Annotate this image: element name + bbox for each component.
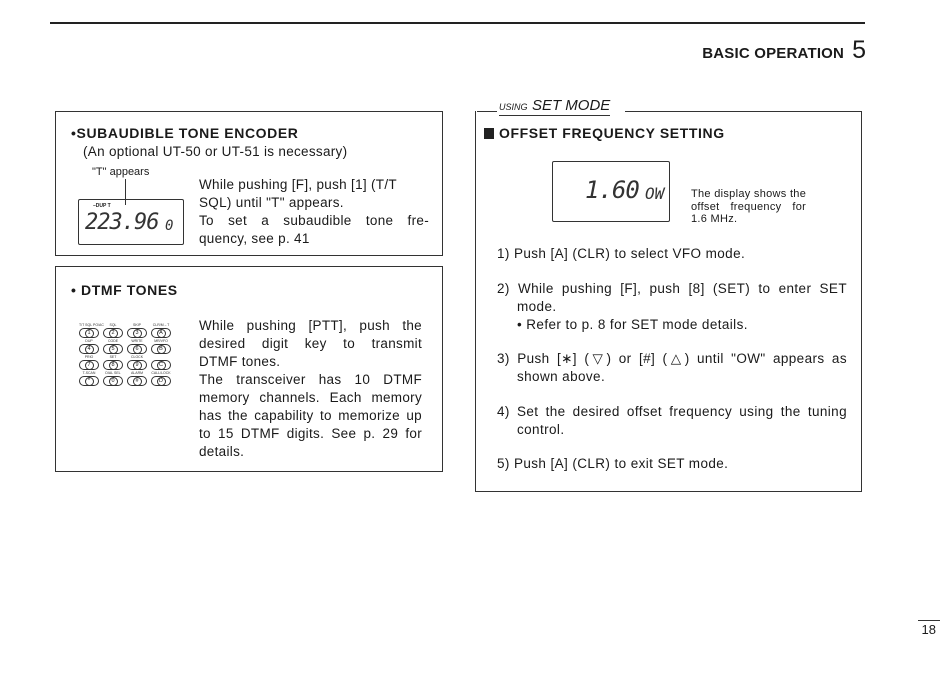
lcd-ow-code: OW	[645, 184, 665, 203]
key-star: *	[79, 376, 99, 386]
key-label: CALL/LOCK	[151, 371, 171, 375]
step-2-note: • Refer to p. 8 for SET mode details.	[517, 317, 748, 332]
page-number-rule	[918, 620, 940, 621]
display-note	[691, 188, 806, 226]
step-3: 3) Push [∗] (▽) or [#] (△) until "OW" appears as	[497, 351, 847, 366]
dtmf-line: to 15 DTMF digits. See p. 29 for	[199, 426, 422, 441]
step-4-cont: control.	[517, 422, 565, 437]
subaudible-lcd	[78, 199, 184, 245]
key-label: T/T SQL PO/AC	[79, 323, 104, 327]
key-6: 6	[127, 344, 147, 354]
dtmf-instructions	[199, 317, 422, 461]
key-5: 5	[103, 344, 123, 354]
key-4: 4	[79, 344, 99, 354]
key-1: 1	[79, 328, 99, 338]
key-d: D	[151, 376, 171, 386]
step-2-cont: mode.	[517, 299, 557, 314]
key-label: CODE	[107, 339, 119, 343]
key-9: 9	[127, 360, 147, 370]
step-3-cont: shown above.	[517, 369, 606, 384]
step-5: 5) Push [A] (CLR) to exit SET mode.	[497, 456, 729, 471]
display-note-line: offset frequency for	[691, 200, 807, 213]
key-label: SKIP	[133, 323, 141, 327]
page-number: 18	[921, 622, 936, 637]
subaudible-line: SQL) until "T" appears.	[199, 195, 344, 210]
lcd-dup-indicator: –DUP T	[93, 203, 111, 209]
offset-lcd	[552, 161, 670, 222]
subaudible-note: (An optional UT-50 or UT-51 is necessary)	[83, 144, 348, 159]
key-label: PRIO	[84, 355, 94, 359]
page-header	[702, 36, 866, 65]
key-label: MR/VFO	[154, 339, 168, 343]
key-a: A	[151, 328, 171, 338]
key-label: T-SCAN	[82, 371, 96, 375]
key-7: 7	[79, 360, 99, 370]
step-4: 4) Set the desired offset frequency using the tuning	[497, 404, 847, 419]
dtmf-line: details.	[199, 444, 245, 459]
display-note-line: 1.6 MHz.	[691, 213, 738, 225]
key-label: ALARM	[130, 371, 144, 375]
dtmf-section	[55, 266, 443, 472]
key-3: 3	[127, 328, 147, 338]
key-label: DIAL SEL	[105, 371, 121, 375]
dtmf-title: • DTMF TONES	[71, 282, 178, 298]
set-mode-section	[475, 111, 862, 492]
tab-label: USING SET MODE	[499, 97, 611, 114]
step-1: 1) Push [A] (CLR) to select VFO mode.	[497, 246, 746, 261]
subaudible-line: To set a subaudible tone fre-	[199, 213, 429, 228]
subaudible-line: quency, see p. 41	[199, 231, 310, 246]
key-0: 0	[103, 376, 123, 386]
key-2: 2	[103, 328, 123, 338]
keypad-row	[79, 355, 171, 370]
key-label: SET	[109, 355, 117, 359]
key-b: B	[151, 344, 171, 354]
key-hash: #	[127, 376, 147, 386]
key-label: WRITE	[131, 339, 143, 343]
key-label: CLR/M→T	[152, 323, 170, 327]
bullet-icon: •	[71, 125, 77, 141]
dtmf-line: The transceiver has 10 DTMF	[199, 372, 422, 387]
lcd-frequency: 223.96	[85, 210, 159, 235]
key-label: DUP	[85, 339, 93, 343]
lcd-digit: 0	[165, 218, 174, 234]
top-rule	[50, 22, 865, 24]
square-bullet-icon	[484, 128, 494, 139]
keypad-row	[79, 339, 171, 354]
key-8: 8	[103, 360, 123, 370]
chapter-number: 5	[852, 36, 866, 64]
dtmf-line: While pushing [PTT], push the	[199, 318, 422, 333]
t-appears-callout: "T" appears	[92, 166, 150, 178]
key-label: CLOCK	[130, 355, 144, 359]
header-title: BASIC OPERATION	[702, 45, 845, 62]
key-label: SQL	[109, 323, 117, 327]
dtmf-line: memory channels. Each memory	[199, 390, 422, 405]
key-c: C	[151, 360, 171, 370]
subaudible-title: •SUBAUDIBLE TONE ENCODER	[71, 125, 299, 141]
offset-title: OFFSET FREQUENCY SETTING	[484, 125, 725, 141]
dtmf-keypad	[79, 323, 171, 387]
step-2: 2) While pushing [F], push [8] (SET) to enter SET	[497, 281, 847, 296]
lcd-offset-value: 1.60	[585, 176, 639, 204]
subaudible-section	[55, 111, 443, 256]
display-note-line: The display shows the	[691, 188, 807, 200]
keypad-row	[79, 323, 171, 338]
subaudible-line: While pushing [F], push [1] (T/T	[199, 177, 397, 192]
keypad-row	[79, 371, 171, 386]
subaudible-instructions	[199, 176, 429, 248]
dtmf-line: DTMF tones.	[199, 354, 281, 369]
dtmf-line: desired digit key to transmit	[199, 336, 422, 351]
bullet-icon: •	[71, 282, 81, 298]
dtmf-line: has the capability to memorize up	[199, 408, 422, 423]
